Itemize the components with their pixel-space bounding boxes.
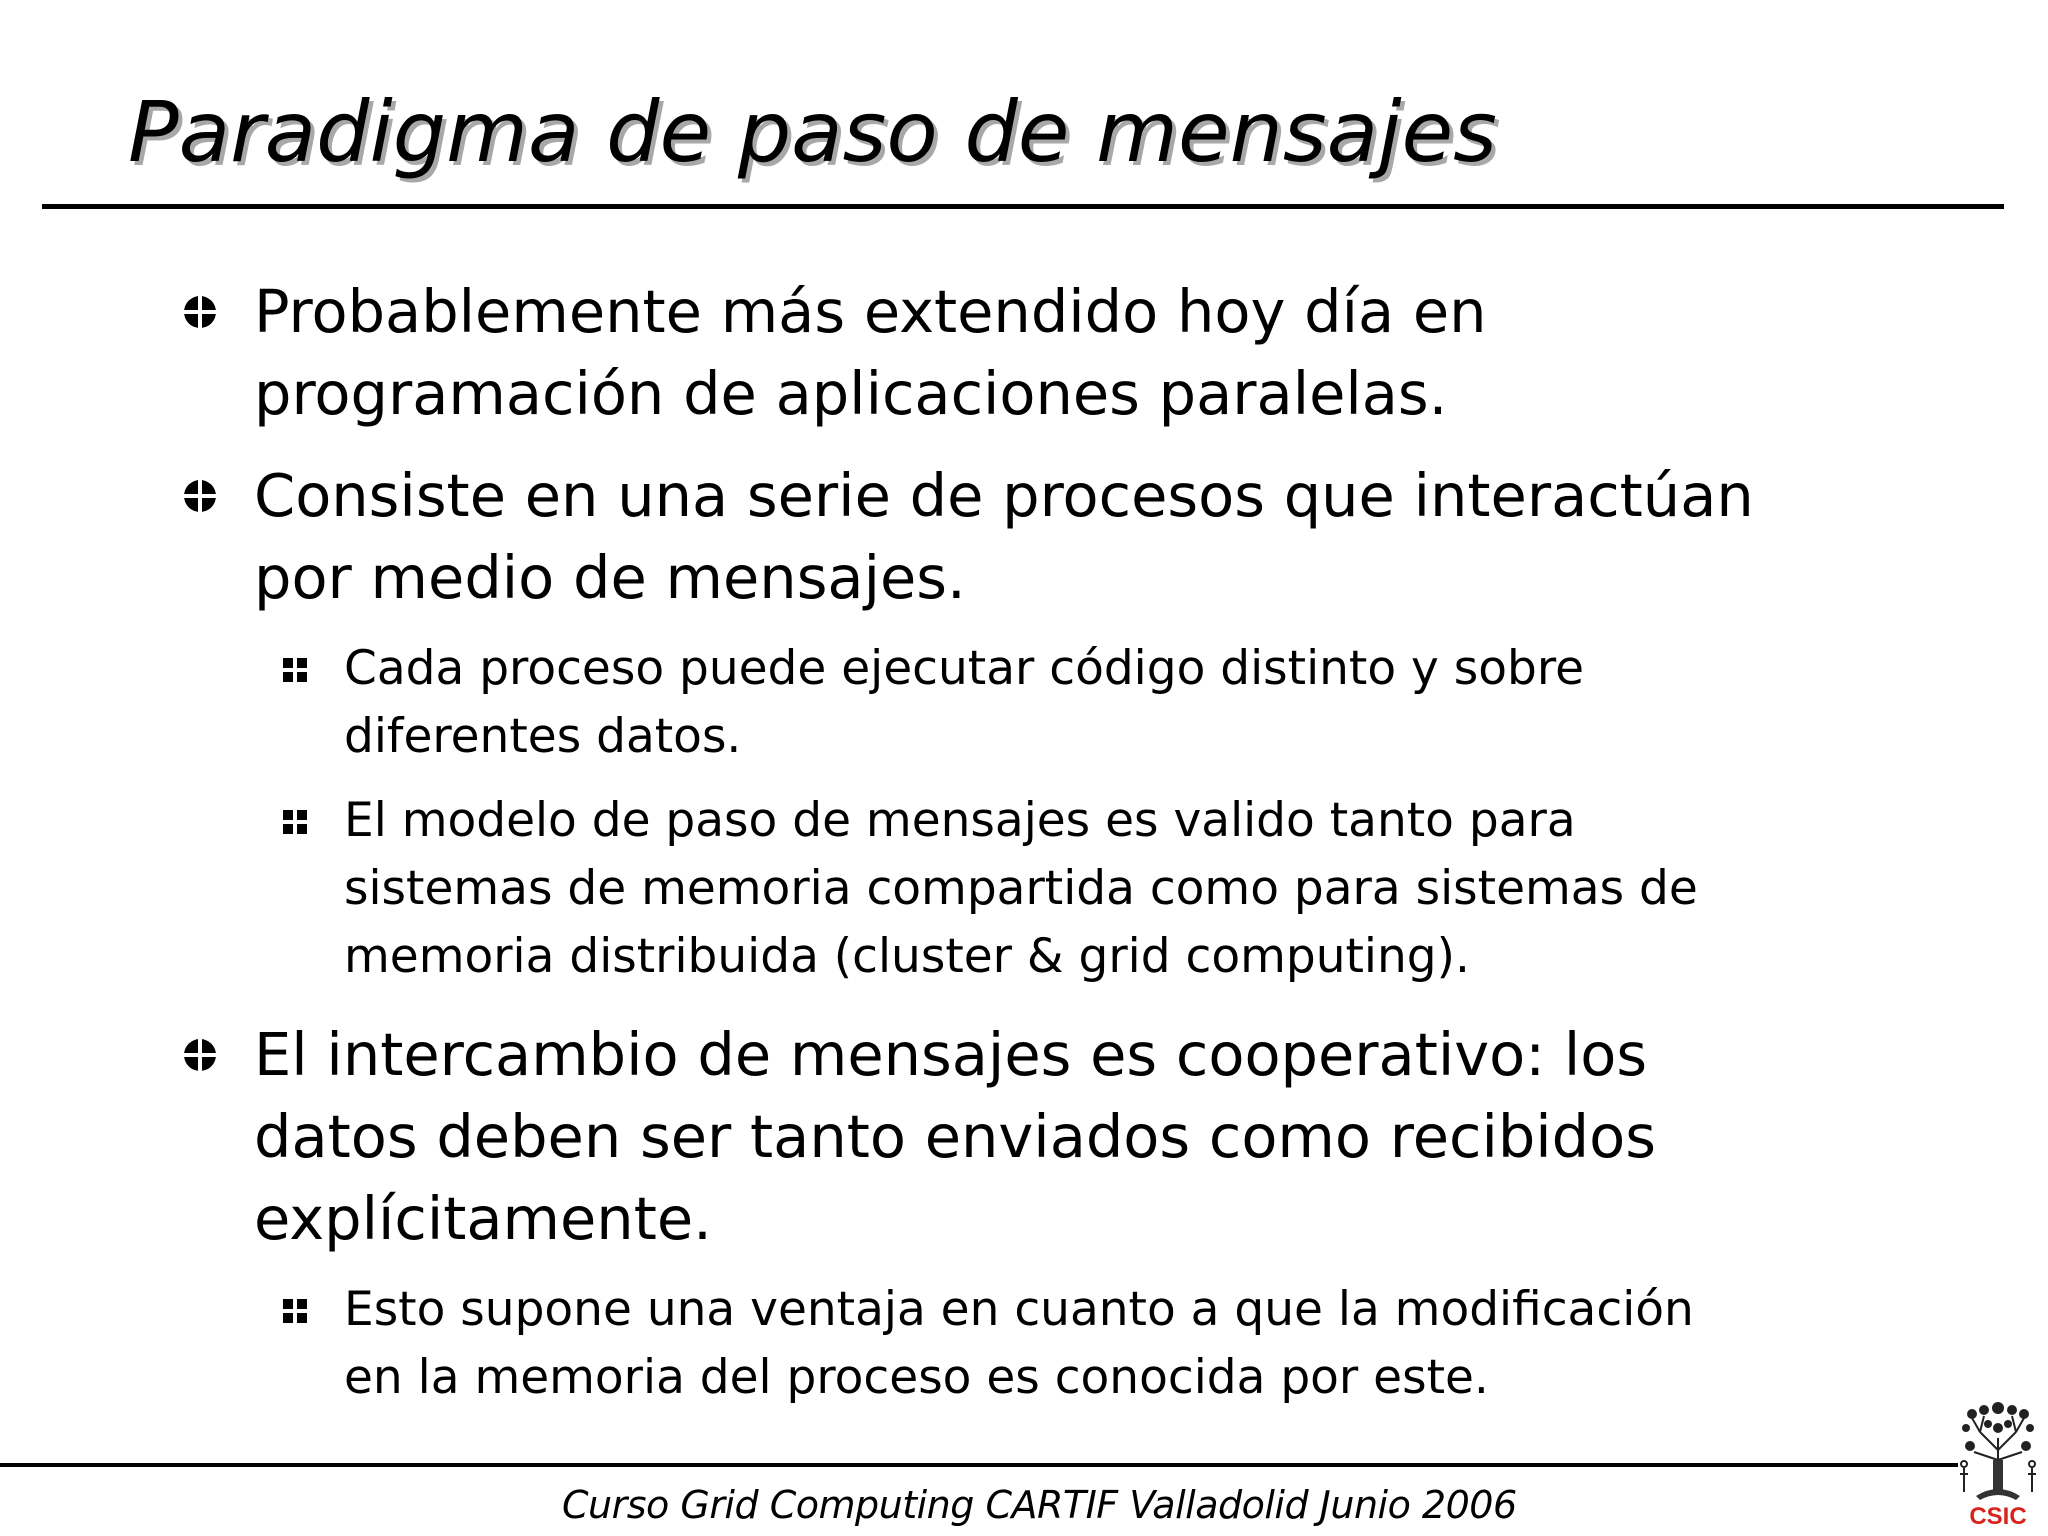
bullet-item-level1 bbox=[254, 1014, 1656, 1260]
bullet-item-level1 bbox=[254, 271, 1487, 435]
bullet-line: Probablemente más extendido hoy día en bbox=[254, 277, 1487, 346]
square-bullet-icon bbox=[282, 1298, 308, 1324]
bullet-line: sistemas de memoria compartida como para sistemas de bbox=[344, 861, 1698, 916]
bullet-line: diferentes datos. bbox=[344, 709, 742, 764]
slide-footer: Curso Grid Computing CARTIF Valladolid Junio 2006 bbox=[562, 1483, 1517, 1527]
slide-title: Paradigma de paso de mensajes bbox=[128, 83, 1497, 181]
round-bullet-icon bbox=[182, 294, 218, 330]
bullet-line: programación de aplicaciones paralelas. bbox=[254, 359, 1448, 428]
bullet-item-level1 bbox=[254, 455, 1754, 619]
bullet-line: El intercambio de mensajes es cooperativo: los bbox=[254, 1020, 1648, 1089]
square-bullet-icon bbox=[282, 657, 308, 683]
logo-wordmark: CSIC bbox=[1969, 1503, 2027, 1528]
bullet-line: El modelo de paso de mensajes es valido tanto para bbox=[344, 793, 1576, 848]
bullet-line: memoria distribuida (cluster & grid computing). bbox=[344, 929, 1470, 984]
round-bullet-icon bbox=[182, 478, 218, 514]
round-bullet-icon bbox=[182, 1037, 218, 1073]
footer-divider bbox=[0, 1463, 1958, 1467]
bullet-item-level2 bbox=[344, 787, 1698, 991]
bullet-line: en la memoria del proceso es conocida por este. bbox=[344, 1350, 1489, 1405]
csic-logo-icon bbox=[1956, 1398, 2040, 1528]
bullet-line: datos deben ser tanto enviados como recibidos bbox=[254, 1102, 1656, 1171]
bullet-line: por medio de mensajes. bbox=[254, 543, 966, 612]
bullet-line: Consiste en una serie de procesos que interactúan bbox=[254, 461, 1754, 530]
bullet-line: explícitamente. bbox=[254, 1184, 712, 1253]
bullet-line: Esto supone una ventaja en cuanto a que la modificación bbox=[344, 1282, 1694, 1337]
square-bullet-icon bbox=[282, 809, 308, 835]
bullet-item-level2 bbox=[344, 1276, 1694, 1412]
bullet-item-level2 bbox=[344, 635, 1584, 771]
bullet-line: Cada proceso puede ejecutar código distinto y sobre bbox=[344, 641, 1585, 696]
title-divider bbox=[42, 204, 2004, 209]
